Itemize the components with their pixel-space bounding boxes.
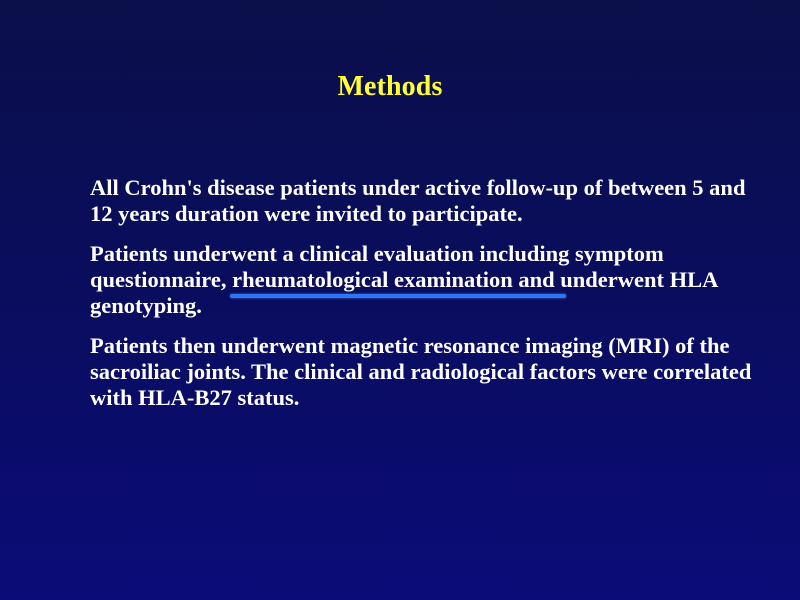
slide-title: Methods — [337, 71, 443, 102]
slide-body — [90, 175, 770, 425]
paragraph-participants: All Crohn's disease patients under active follow-up of between 5 and 12 years duration were invited to participate. — [90, 175, 746, 226]
paragraph-imaging: Patients then underwent magnetic resonance imaging (MRI) of the sacroiliac joints. The clinical and radiological factors were correlated with HLA-B27 status. — [90, 333, 752, 410]
highlight-underline — [230, 294, 566, 298]
paragraph-evaluation: Patients underwent a clinical evaluation including symptom questionnaire, rheumatological examination and underwent HLA genotyping. — [90, 241, 718, 318]
